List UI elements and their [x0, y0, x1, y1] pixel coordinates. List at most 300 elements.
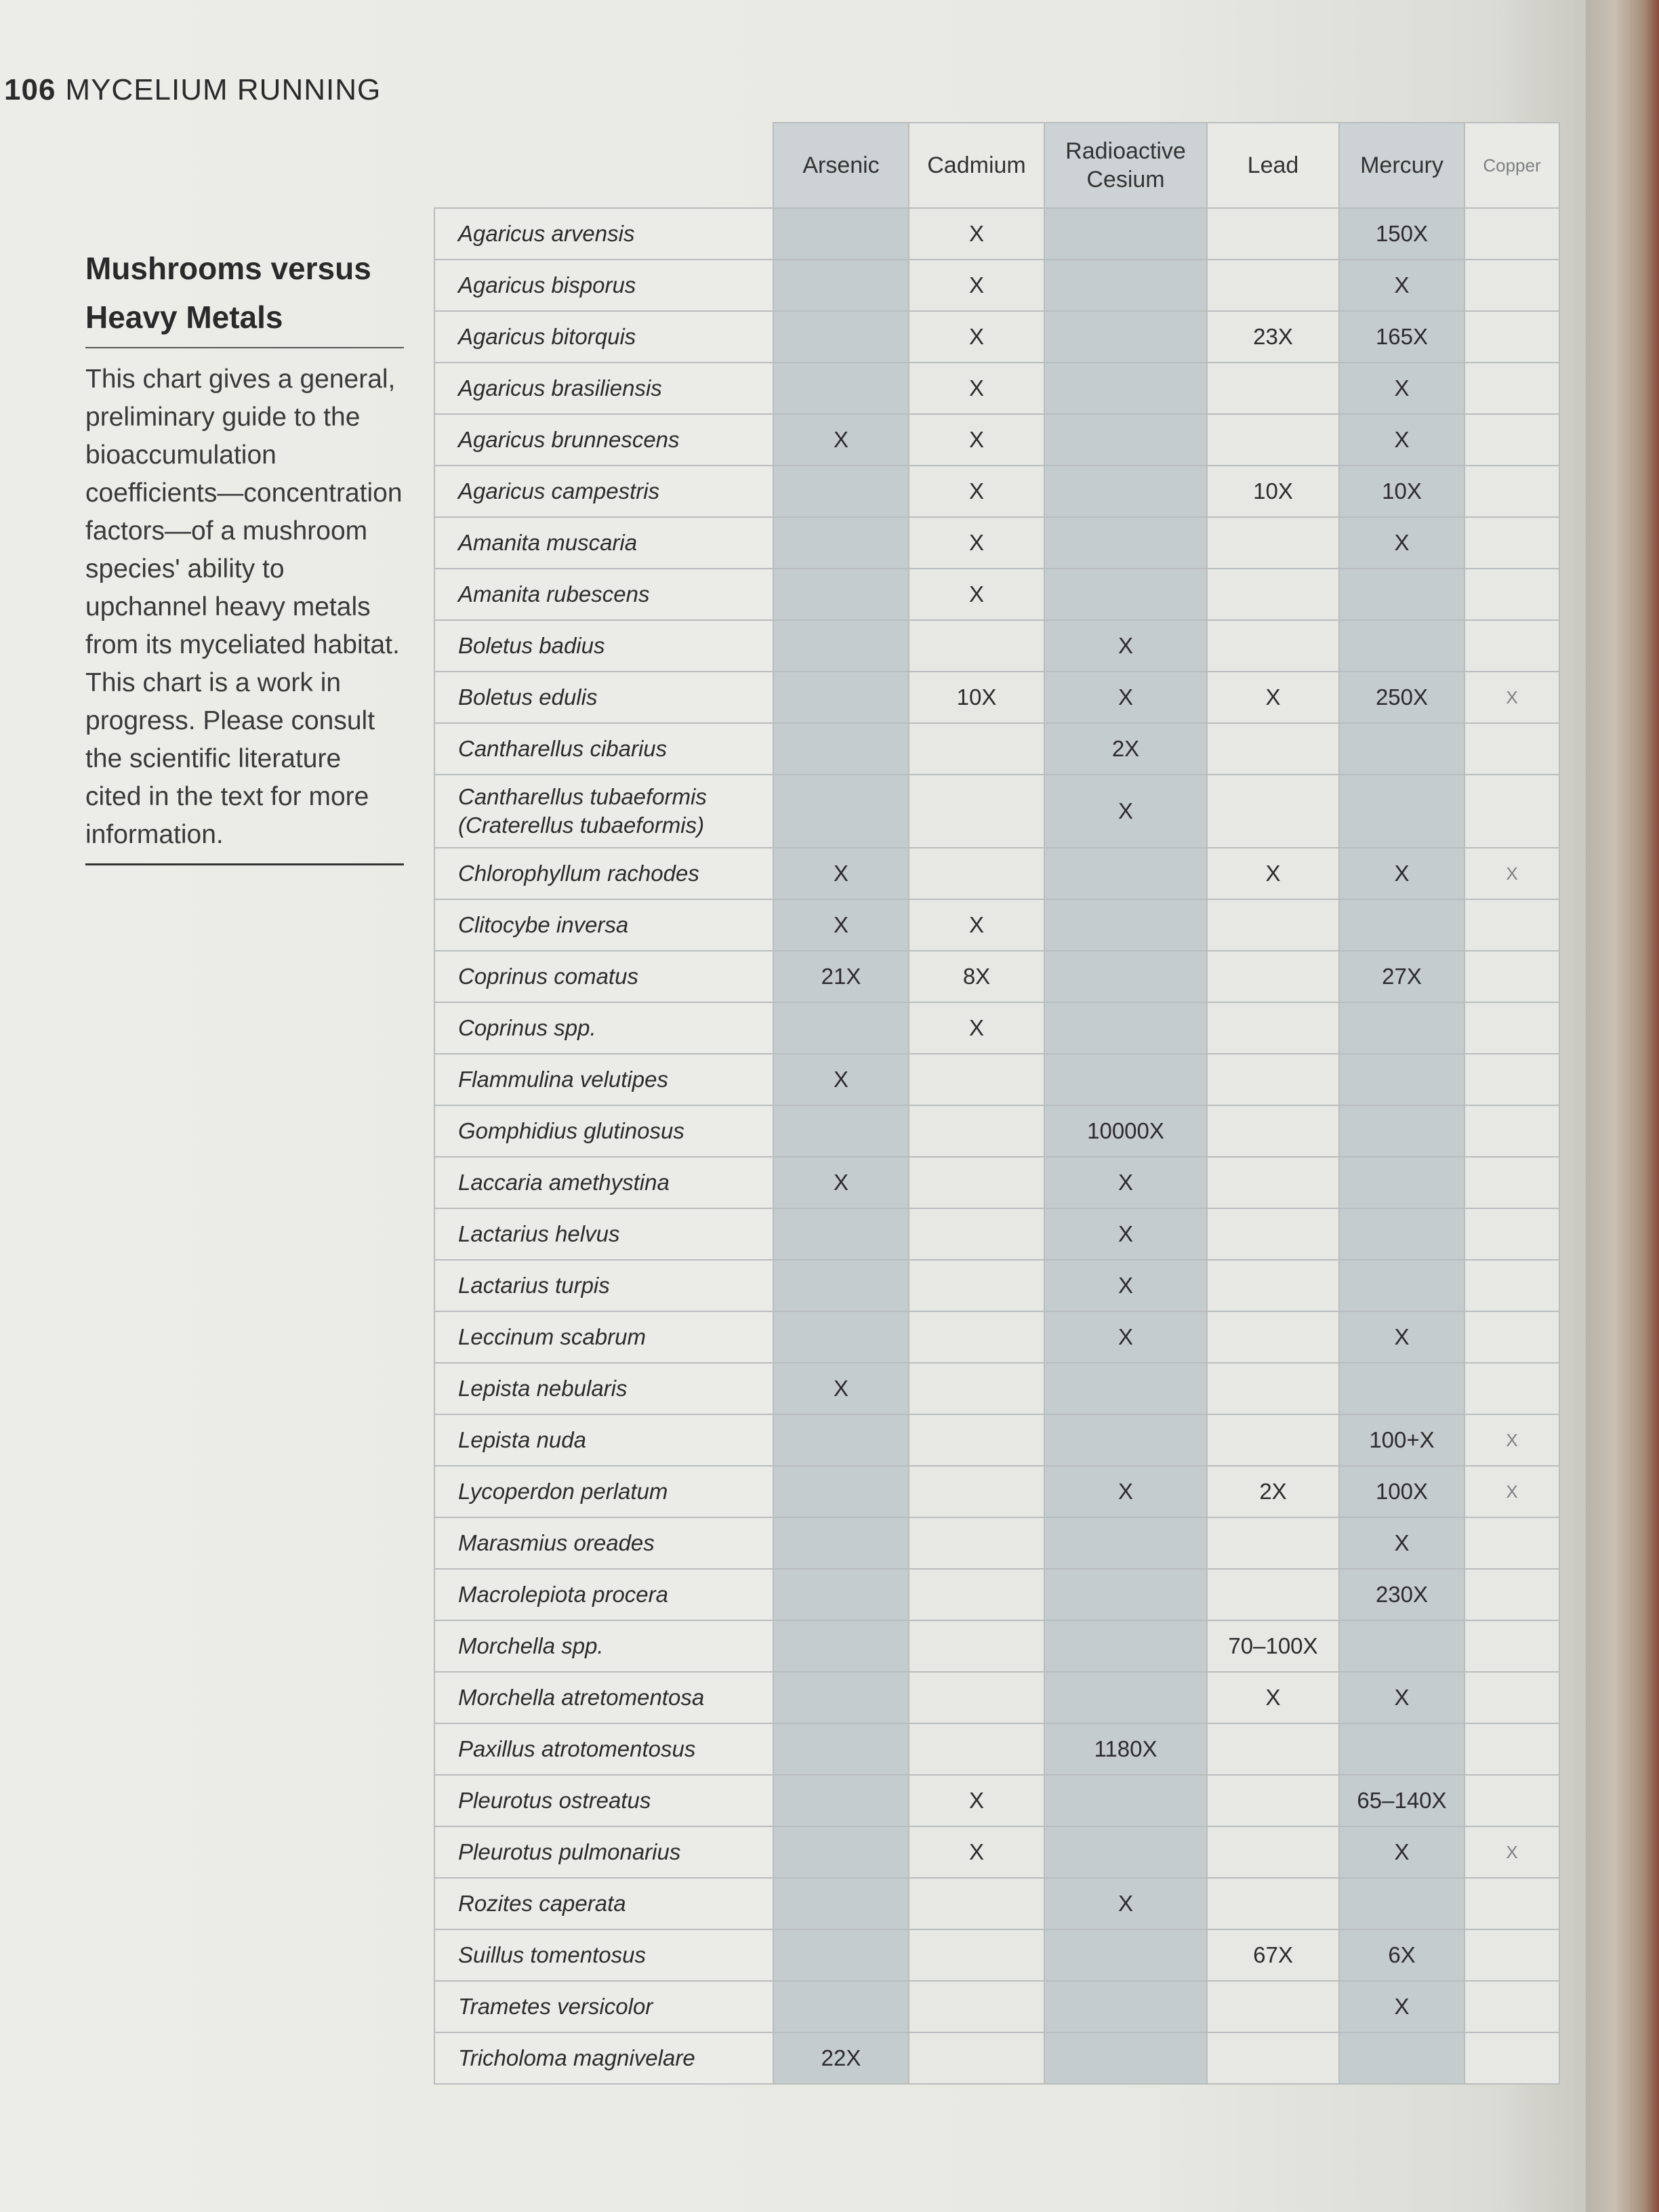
value-cell: X	[1044, 672, 1207, 723]
value-cell	[1339, 620, 1465, 672]
table-row	[434, 1260, 1559, 1311]
value-cell	[1465, 1775, 1559, 1826]
value-cell	[1465, 414, 1559, 466]
species-name: Trametes versicolor	[434, 1981, 773, 2032]
table-row	[434, 363, 1559, 414]
value-cell	[909, 1054, 1044, 1105]
table-row	[434, 723, 1559, 775]
value-cell: X	[1044, 775, 1207, 848]
value-cell: 10X	[1207, 466, 1339, 517]
value-cell	[773, 1775, 909, 1826]
value-cell	[1465, 620, 1559, 672]
value-cell: X	[773, 1363, 909, 1414]
table-row	[434, 1672, 1559, 1723]
column-header-lead: Lead	[1207, 123, 1339, 208]
species-name: Laccaria amethystina	[434, 1157, 773, 1208]
table-row	[434, 414, 1559, 466]
value-cell	[1465, 1929, 1559, 1981]
value-cell	[909, 1517, 1044, 1569]
table-row	[434, 1414, 1559, 1466]
value-cell: X	[1044, 1260, 1207, 1311]
table-row	[434, 260, 1559, 311]
species-name: Agaricus bisporus	[434, 260, 773, 311]
value-cell: 165X	[1339, 311, 1465, 363]
value-cell	[773, 1311, 909, 1363]
value-cell	[1207, 1054, 1339, 1105]
value-cell	[773, 1466, 909, 1517]
value-cell: X	[909, 517, 1044, 569]
table-body	[434, 208, 1559, 2084]
value-cell	[773, 1723, 909, 1775]
value-cell	[1465, 569, 1559, 620]
table-row	[434, 1466, 1559, 1517]
value-cell: X	[1044, 1311, 1207, 1363]
species-name: Coprinus comatus	[434, 951, 773, 1002]
value-cell: 22X	[773, 2032, 909, 2084]
value-cell	[1339, 1208, 1465, 1260]
value-cell	[909, 775, 1044, 848]
value-cell: X	[1465, 848, 1559, 899]
value-cell	[1207, 1311, 1339, 1363]
value-cell	[773, 466, 909, 517]
value-cell	[909, 1363, 1044, 1414]
value-cell	[1044, 208, 1207, 260]
value-cell	[909, 1929, 1044, 1981]
table-row	[434, 1775, 1559, 1826]
value-cell	[1207, 1208, 1339, 1260]
value-cell	[1339, 723, 1465, 775]
value-cell: X	[909, 414, 1044, 466]
value-cell	[1207, 517, 1339, 569]
value-cell	[1465, 260, 1559, 311]
value-cell	[1207, 1569, 1339, 1620]
species-name: Morchella atretomentosa	[434, 1672, 773, 1723]
book-gutter	[1586, 0, 1659, 2212]
table-row	[434, 1054, 1559, 1105]
value-cell	[1207, 620, 1339, 672]
value-cell	[909, 1672, 1044, 1723]
table-row	[434, 1981, 1559, 2032]
value-cell	[1207, 1260, 1339, 1311]
value-cell: 100+X	[1339, 1414, 1465, 1466]
value-cell	[1465, 1157, 1559, 1208]
value-cell	[1207, 1723, 1339, 1775]
value-cell	[1207, 723, 1339, 775]
table-row	[434, 899, 1559, 951]
value-cell	[1339, 1105, 1465, 1157]
value-cell	[1465, 1054, 1559, 1105]
value-cell	[1044, 2032, 1207, 2084]
value-cell: X	[1044, 1466, 1207, 1517]
value-cell	[773, 1260, 909, 1311]
species-name: Amanita muscaria	[434, 517, 773, 569]
value-cell	[1465, 2032, 1559, 2084]
value-cell	[1044, 569, 1207, 620]
value-cell	[773, 672, 909, 723]
heavy-metals-table	[434, 122, 1560, 2085]
value-cell: X	[1339, 260, 1465, 311]
value-cell	[1207, 1826, 1339, 1878]
species-name: Lycoperdon perlatum	[434, 1466, 773, 1517]
table-row	[434, 775, 1559, 848]
value-cell	[773, 1981, 909, 2032]
column-header-cadmium: Cadmium	[909, 123, 1044, 208]
value-cell	[1465, 775, 1559, 848]
value-cell: X	[1044, 1157, 1207, 1208]
value-cell: X	[1207, 848, 1339, 899]
species-name: Agaricus bitorquis	[434, 311, 773, 363]
value-cell	[773, 1929, 909, 1981]
value-cell	[1465, 311, 1559, 363]
value-cell	[1044, 1826, 1207, 1878]
value-cell: X	[1465, 672, 1559, 723]
value-cell: 65–140X	[1339, 1775, 1465, 1826]
value-cell	[909, 620, 1044, 672]
value-cell	[1465, 1363, 1559, 1414]
table-row	[434, 1363, 1559, 1414]
value-cell: X	[1339, 1517, 1465, 1569]
value-cell: X	[1044, 1208, 1207, 1260]
value-cell: X	[1339, 848, 1465, 899]
value-cell: X	[1339, 1672, 1465, 1723]
species-name: Morchella spp.	[434, 1620, 773, 1672]
sidebar-caption	[85, 244, 404, 865]
table-row	[434, 1620, 1559, 1672]
value-cell	[1207, 1363, 1339, 1414]
value-cell: X	[909, 899, 1044, 951]
value-cell	[1044, 517, 1207, 569]
value-cell: X	[909, 208, 1044, 260]
value-cell: X	[1044, 620, 1207, 672]
value-cell: X	[1044, 1878, 1207, 1929]
value-cell	[1207, 2032, 1339, 2084]
value-cell	[1207, 363, 1339, 414]
value-cell	[1207, 414, 1339, 466]
species-name: Cantharellus tubaeformis (Craterellus tubaeformis)	[434, 775, 773, 848]
value-cell	[1207, 1157, 1339, 1208]
value-cell	[1465, 466, 1559, 517]
table-row	[434, 1208, 1559, 1260]
species-name: Boletus badius	[434, 620, 773, 672]
table-row	[434, 1929, 1559, 1981]
value-cell: X	[1465, 1466, 1559, 1517]
value-cell	[1339, 1723, 1465, 1775]
value-cell	[773, 517, 909, 569]
species-name: Amanita rubescens	[434, 569, 773, 620]
species-name: Lepista nuda	[434, 1414, 773, 1466]
value-cell	[773, 1002, 909, 1054]
value-cell: 100X	[1339, 1466, 1465, 1517]
header-row	[434, 123, 1559, 208]
value-cell	[1207, 899, 1339, 951]
value-cell	[909, 1569, 1044, 1620]
value-cell	[909, 723, 1044, 775]
table-row	[434, 2032, 1559, 2084]
value-cell	[909, 1105, 1044, 1157]
value-cell	[1044, 951, 1207, 1002]
value-cell	[1044, 260, 1207, 311]
value-cell	[773, 569, 909, 620]
species-name: Paxillus atrotomentosus	[434, 1723, 773, 1775]
value-cell	[909, 1981, 1044, 2032]
value-cell: 67X	[1207, 1929, 1339, 1981]
species-name: Boletus edulis	[434, 672, 773, 723]
value-cell: X	[1339, 1311, 1465, 1363]
header-corner	[434, 123, 773, 208]
species-name: Leccinum scabrum	[434, 1311, 773, 1363]
value-cell: 23X	[1207, 311, 1339, 363]
value-cell	[1207, 1517, 1339, 1569]
value-cell	[1465, 208, 1559, 260]
value-cell	[1207, 569, 1339, 620]
value-cell: X	[909, 311, 1044, 363]
value-cell: X	[773, 1054, 909, 1105]
value-cell	[1044, 363, 1207, 414]
value-cell	[909, 1414, 1044, 1466]
value-cell	[909, 2032, 1044, 2084]
value-cell	[1465, 1105, 1559, 1157]
value-cell: 10X	[909, 672, 1044, 723]
value-cell	[909, 1723, 1044, 1775]
value-cell: 10000X	[1044, 1105, 1207, 1157]
species-name: Suillus tomentosus	[434, 1929, 773, 1981]
value-cell	[1044, 1775, 1207, 1826]
table-row	[434, 1002, 1559, 1054]
value-cell: X	[1465, 1414, 1559, 1466]
value-cell: X	[1339, 1981, 1465, 2032]
species-name: Lepista nebularis	[434, 1363, 773, 1414]
table-row	[434, 1311, 1559, 1363]
value-cell: X	[1207, 1672, 1339, 1723]
value-cell: 8X	[909, 951, 1044, 1002]
value-cell	[1465, 1723, 1559, 1775]
value-cell	[1207, 1981, 1339, 2032]
value-cell	[909, 1157, 1044, 1208]
species-name: Coprinus spp.	[434, 1002, 773, 1054]
value-cell	[1465, 723, 1559, 775]
value-cell	[773, 723, 909, 775]
value-cell: 6X	[1339, 1929, 1465, 1981]
table-row	[434, 1105, 1559, 1157]
value-cell	[1044, 466, 1207, 517]
species-name: Tricholoma magnivelare	[434, 2032, 773, 2084]
value-cell	[1465, 1878, 1559, 1929]
value-cell	[1339, 1363, 1465, 1414]
value-cell	[773, 260, 909, 311]
value-cell	[909, 1208, 1044, 1260]
table-row	[434, 1826, 1559, 1878]
value-cell	[1465, 1672, 1559, 1723]
value-cell: 250X	[1339, 672, 1465, 723]
value-cell	[1207, 1775, 1339, 1826]
value-cell	[773, 620, 909, 672]
value-cell: 21X	[773, 951, 909, 1002]
value-cell: X	[1339, 517, 1465, 569]
value-cell	[773, 1414, 909, 1466]
value-cell: X	[1207, 672, 1339, 723]
value-cell: X	[773, 1157, 909, 1208]
table-row	[434, 517, 1559, 569]
value-cell	[1044, 848, 1207, 899]
value-cell: 70–100X	[1207, 1620, 1339, 1672]
value-cell: X	[909, 1002, 1044, 1054]
column-header-copper: Copper	[1465, 123, 1559, 208]
species-name: Agaricus campestris	[434, 466, 773, 517]
table-row	[434, 1569, 1559, 1620]
species-name: Lactarius turpis	[434, 1260, 773, 1311]
value-cell: X	[773, 899, 909, 951]
species-name: Gomphidius glutinosus	[434, 1105, 773, 1157]
value-cell	[1465, 1208, 1559, 1260]
value-cell: 2X	[1207, 1466, 1339, 1517]
table-row	[434, 1157, 1559, 1208]
value-cell	[1044, 1672, 1207, 1723]
value-cell	[773, 1569, 909, 1620]
table-row	[434, 672, 1559, 723]
value-cell	[1465, 1620, 1559, 1672]
species-name: Macrolepiota procera	[434, 1569, 773, 1620]
value-cell	[773, 208, 909, 260]
value-cell	[1465, 1517, 1559, 1569]
value-cell: X	[909, 466, 1044, 517]
value-cell	[1207, 1105, 1339, 1157]
value-cell	[1044, 1002, 1207, 1054]
value-cell	[1044, 1981, 1207, 2032]
value-cell: X	[1339, 414, 1465, 466]
column-header-mercury: Mercury	[1339, 123, 1465, 208]
value-cell	[1044, 1517, 1207, 1569]
value-cell: 1180X	[1044, 1723, 1207, 1775]
value-cell	[1465, 517, 1559, 569]
value-cell	[909, 848, 1044, 899]
value-cell	[1044, 1414, 1207, 1466]
value-cell	[1339, 1260, 1465, 1311]
column-header-radioactive-cesium: Radioactive Cesium	[1044, 123, 1207, 208]
value-cell	[1465, 951, 1559, 1002]
species-name: Cantharellus cibarius	[434, 723, 773, 775]
value-cell	[909, 1620, 1044, 1672]
value-cell: X	[773, 848, 909, 899]
species-name: Marasmius oreades	[434, 1517, 773, 1569]
table-row	[434, 620, 1559, 672]
sidebar-body: This chart gives a general, preliminary guide to the bioaccumulation coefficients—concentration factors—of a mushroom species' ability to upchannel heavy metals from its myceliated habitat. This chart is a work in progress. Please consult the scientific literature cited in the text for more information.	[85, 361, 404, 865]
value-cell	[773, 775, 909, 848]
table-row	[434, 1517, 1559, 1569]
value-cell	[773, 1826, 909, 1878]
value-cell: X	[1339, 1826, 1465, 1878]
value-cell	[1339, 1002, 1465, 1054]
value-cell	[773, 363, 909, 414]
value-cell: X	[909, 1826, 1044, 1878]
value-cell: X	[1339, 363, 1465, 414]
value-cell	[1044, 414, 1207, 466]
value-cell	[1339, 899, 1465, 951]
value-cell: 2X	[1044, 723, 1207, 775]
book-title: MYCELIUM RUNNING	[65, 73, 382, 106]
value-cell	[773, 311, 909, 363]
value-cell	[1465, 1311, 1559, 1363]
table-row	[434, 1878, 1559, 1929]
value-cell	[1465, 1002, 1559, 1054]
value-cell: X	[909, 569, 1044, 620]
species-name: Rozites caperata	[434, 1878, 773, 1929]
species-name: Agaricus arvensis	[434, 208, 773, 260]
value-cell: 10X	[1339, 466, 1465, 517]
page-number: 106	[4, 73, 56, 106]
value-cell	[1044, 311, 1207, 363]
value-cell: X	[909, 1775, 1044, 1826]
species-name: Agaricus brunnescens	[434, 414, 773, 466]
value-cell	[1207, 1414, 1339, 1466]
value-cell	[1339, 1620, 1465, 1672]
column-header-arsenic: Arsenic	[773, 123, 909, 208]
table-row	[434, 208, 1559, 260]
value-cell	[909, 1466, 1044, 1517]
value-cell	[1044, 1620, 1207, 1672]
value-cell: 230X	[1339, 1569, 1465, 1620]
value-cell: 27X	[1339, 951, 1465, 1002]
species-name: Agaricus brasiliensis	[434, 363, 773, 414]
table-row	[434, 311, 1559, 363]
value-cell	[1339, 2032, 1465, 2084]
value-cell	[1044, 1054, 1207, 1105]
value-cell	[773, 1620, 909, 1672]
value-cell	[1339, 1878, 1465, 1929]
value-cell	[1207, 260, 1339, 311]
value-cell	[1339, 1157, 1465, 1208]
value-cell	[1465, 363, 1559, 414]
value-cell	[1339, 775, 1465, 848]
species-name: Clitocybe inversa	[434, 899, 773, 951]
table-row	[434, 569, 1559, 620]
value-cell: X	[1465, 1826, 1559, 1878]
species-name: Lactarius helvus	[434, 1208, 773, 1260]
value-cell: 150X	[1339, 208, 1465, 260]
table-row	[434, 951, 1559, 1002]
value-cell	[1207, 1002, 1339, 1054]
table-row	[434, 466, 1559, 517]
value-cell	[1044, 1363, 1207, 1414]
running-header	[4, 73, 381, 107]
value-cell	[1339, 1054, 1465, 1105]
value-cell: X	[773, 414, 909, 466]
species-name: Pleurotus pulmonarius	[434, 1826, 773, 1878]
value-cell	[1207, 951, 1339, 1002]
table-row	[434, 1723, 1559, 1775]
value-cell	[1207, 208, 1339, 260]
value-cell	[1465, 1569, 1559, 1620]
value-cell	[1044, 1929, 1207, 1981]
value-cell	[773, 1672, 909, 1723]
value-cell	[909, 1260, 1044, 1311]
species-name: Chlorophyllum rachodes	[434, 848, 773, 899]
value-cell	[1044, 1569, 1207, 1620]
sidebar-title: Mushrooms versus Heavy Metals	[85, 244, 404, 348]
value-cell: X	[909, 260, 1044, 311]
value-cell	[909, 1878, 1044, 1929]
value-cell	[1339, 569, 1465, 620]
species-name: Pleurotus ostreatus	[434, 1775, 773, 1826]
table-row	[434, 848, 1559, 899]
value-cell	[1465, 899, 1559, 951]
value-cell	[773, 1517, 909, 1569]
value-cell	[773, 1105, 909, 1157]
value-cell	[1207, 775, 1339, 848]
value-cell	[773, 1878, 909, 1929]
value-cell	[773, 1208, 909, 1260]
value-cell	[1465, 1981, 1559, 2032]
value-cell	[1044, 899, 1207, 951]
